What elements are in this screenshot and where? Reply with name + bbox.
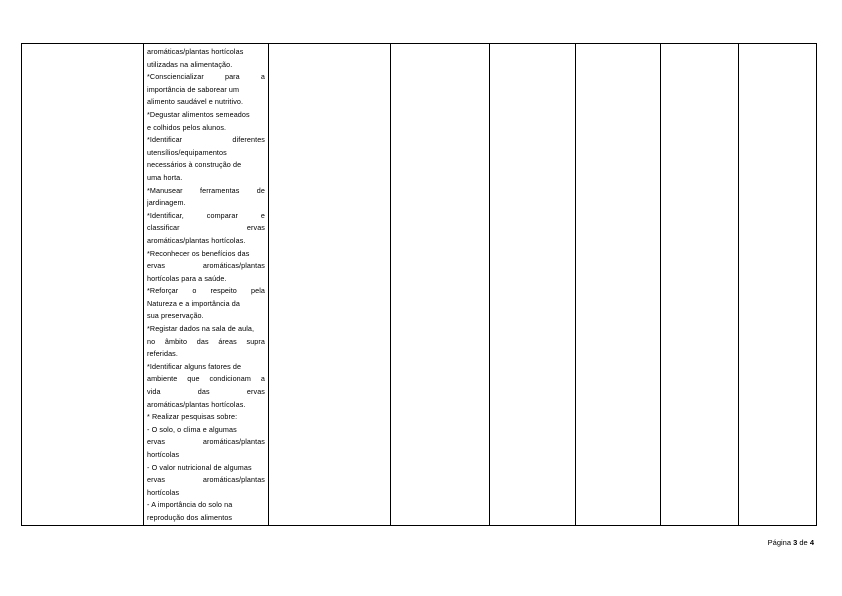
table-row	[22, 44, 817, 526]
of-word: de	[799, 538, 808, 547]
table-cell-objectives	[144, 44, 269, 526]
objectives-line: ervas aromáticas/plantas	[147, 261, 265, 271]
objectives-line: - A importância do solo na	[147, 500, 233, 510]
objectives-line: alimento saudável e nutritivo.	[147, 97, 244, 107]
table-cell-col-7	[661, 44, 739, 526]
objectives-line: aromáticas/plantas hortícolas.	[147, 235, 246, 245]
objectives-line: aromáticas/plantas hortícolas.	[147, 399, 246, 409]
page-word: Página	[767, 538, 792, 547]
objectives-line: uma horta.	[147, 172, 183, 182]
objectives-line: *Manusear ferramentas de	[147, 185, 265, 195]
objectives-line: - O valor nutricional de algumas	[147, 462, 252, 472]
objectives-line: ervas aromáticas/plantas	[147, 475, 265, 485]
planning-table	[21, 43, 817, 526]
objectives-line: hortícolas	[147, 487, 180, 497]
table-cell-col-6	[576, 44, 661, 526]
objectives-text	[144, 44, 268, 525]
table-cell-col-4	[391, 44, 490, 526]
objectives-line: *Consciencializar para a	[147, 72, 265, 82]
objectives-line: classificar ervas	[147, 223, 265, 233]
objectives-line: sua preservação.	[147, 311, 204, 321]
objectives-line: reprodução dos alimentos	[147, 512, 233, 522]
objectives-line: vida das ervas	[147, 387, 265, 397]
objectives-line: hortícolas para a saúde.	[147, 273, 227, 283]
objectives-line: ambiente que condicionam a	[147, 374, 265, 384]
objectives-line: - O solo, o clima e algumas	[147, 424, 237, 434]
objectives-line: importância de saborear um	[147, 84, 240, 94]
objectives-line: aromáticas/plantas hortícolas	[147, 47, 244, 56]
objectives-line: utilizadas na alimentação.	[147, 59, 233, 69]
objectives-line: referidas.	[147, 349, 178, 359]
table-cell-col-5	[490, 44, 576, 526]
page-number-footer	[768, 538, 814, 547]
objectives-line: *Reforçar o respeito pela	[147, 286, 265, 296]
current-page-number: 3	[793, 538, 798, 547]
table-cell-col-3	[269, 44, 391, 526]
objectives-line: *Identificar diferentes	[147, 135, 265, 145]
objectives-line: Natureza e a importância da	[147, 298, 240, 308]
total-pages-number: 4	[809, 538, 814, 547]
objectives-line: *Identificar, comparar e	[147, 210, 265, 220]
table-cell-col-8	[739, 44, 817, 526]
objectives-line: no âmbito das áreas supra	[147, 336, 265, 346]
table-cell-col-1	[22, 44, 144, 526]
objectives-line: hortícolas	[147, 450, 180, 459]
objectives-line: jardinagem.	[147, 198, 186, 208]
objectives-line: utensílios/equipamentos	[147, 147, 227, 157]
objectives-line: e colhidos pelos alunos.	[147, 122, 227, 132]
objectives-line: * Realizar pesquisas sobre:	[147, 412, 238, 422]
objectives-line: *Degustar alimentos semeados	[147, 109, 250, 119]
objectives-line: *Reconhecer os benefícios das	[147, 248, 250, 258]
objectives-line: *Registar dados na sala de aula,	[147, 324, 255, 334]
objectives-line: ervas aromáticas/plantas	[147, 437, 265, 447]
objectives-line: *Identificar alguns fatores de	[147, 361, 242, 371]
objectives-line: necessários à construção de	[147, 160, 242, 170]
